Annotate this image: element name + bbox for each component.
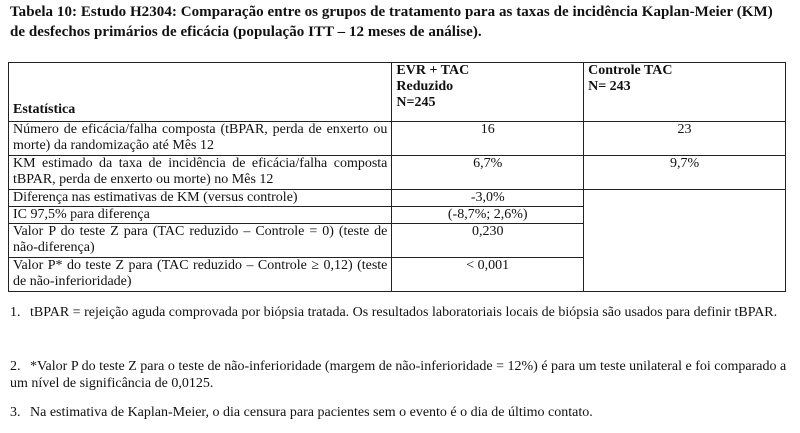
footnote-number: 2.: [10, 359, 21, 374]
footnote-text: *Valor P do teste Z para o teste de não-inferioridade (margem de não-inferioridade = 12%) é para um teste unilateral e foi comparado a um nível de significância de 0,0125.: [10, 359, 787, 391]
footnote-text: Na estimativa de Kaplan-Meier, o dia censura para pacientes sem o evento é o dia de último contato.: [30, 405, 593, 420]
header-control-line1: Controle TAC: [588, 63, 673, 78]
footnote-3: [10, 404, 788, 421]
table-row: [9, 190, 786, 207]
header-evr-tac: [392, 63, 584, 122]
row-evr-value: 6,7%: [392, 156, 584, 190]
row-evr-value: (-8,7%; 2,6%): [392, 207, 584, 224]
header-statistic: Estatística: [9, 63, 392, 122]
results-table: [8, 62, 786, 292]
header-evr-line2: Reduzido: [396, 79, 454, 94]
row-tac-empty: [584, 190, 786, 292]
row-tac-value: 9,7%: [584, 156, 786, 190]
row-evr-value: -3,0%: [392, 190, 584, 207]
footnote-text: tBPAR = rejeição aguda comprovada por biópsia tratada. Os resultados laboratoriais locais de biópsia são usados para definir tBPAR.: [30, 305, 778, 320]
row-evr-value: 0,230: [392, 224, 584, 258]
footnote-number: 3.: [10, 405, 21, 420]
footnote-2: [10, 358, 788, 392]
header-control-line2: N= 243: [588, 79, 631, 94]
table-row: [9, 122, 786, 156]
row-label: Valor P* do teste Z para (TAC reduzido – Controle ≥ 0,12) (teste de não-inferioridade): [9, 258, 392, 292]
row-label: Valor P do teste Z para (TAC reduzido – Controle = 0) (teste de não-diferença): [9, 224, 392, 258]
row-label: Número de eficácia/falha composta (tBPAR, perda de enxerto ou morte) da randomização até Mês 12: [9, 122, 392, 156]
table-title: Tabela 10: Estudo H2304: Comparação entre os grupos de tratamento para as taxas de incidência Kaplan-Meier (KM) de desfechos primários de eficácia (população ITT – 12 meses de análise).: [10, 4, 773, 40]
row-evr-value: 16: [392, 122, 584, 156]
table-row: [9, 156, 786, 190]
row-label: IC 97,5% para diferença: [9, 207, 392, 224]
footnote-1: [10, 304, 788, 321]
table-header-row: [9, 63, 786, 122]
row-tac-value: 23: [584, 122, 786, 156]
row-evr-value: < 0,001: [392, 258, 584, 292]
header-evr-line1: EVR + TAC: [396, 63, 470, 78]
header-control-tac: [584, 63, 786, 122]
header-evr-line3: N=245: [396, 95, 436, 110]
row-label: KM estimado da taxa de incidência de eficácia/falha composta tBPAR, perda de enxerto ou morte) no Mês 12: [9, 156, 392, 190]
row-label: Diferença nas estimativas de KM (versus controle): [9, 190, 392, 207]
footnote-number: 1.: [10, 305, 21, 320]
